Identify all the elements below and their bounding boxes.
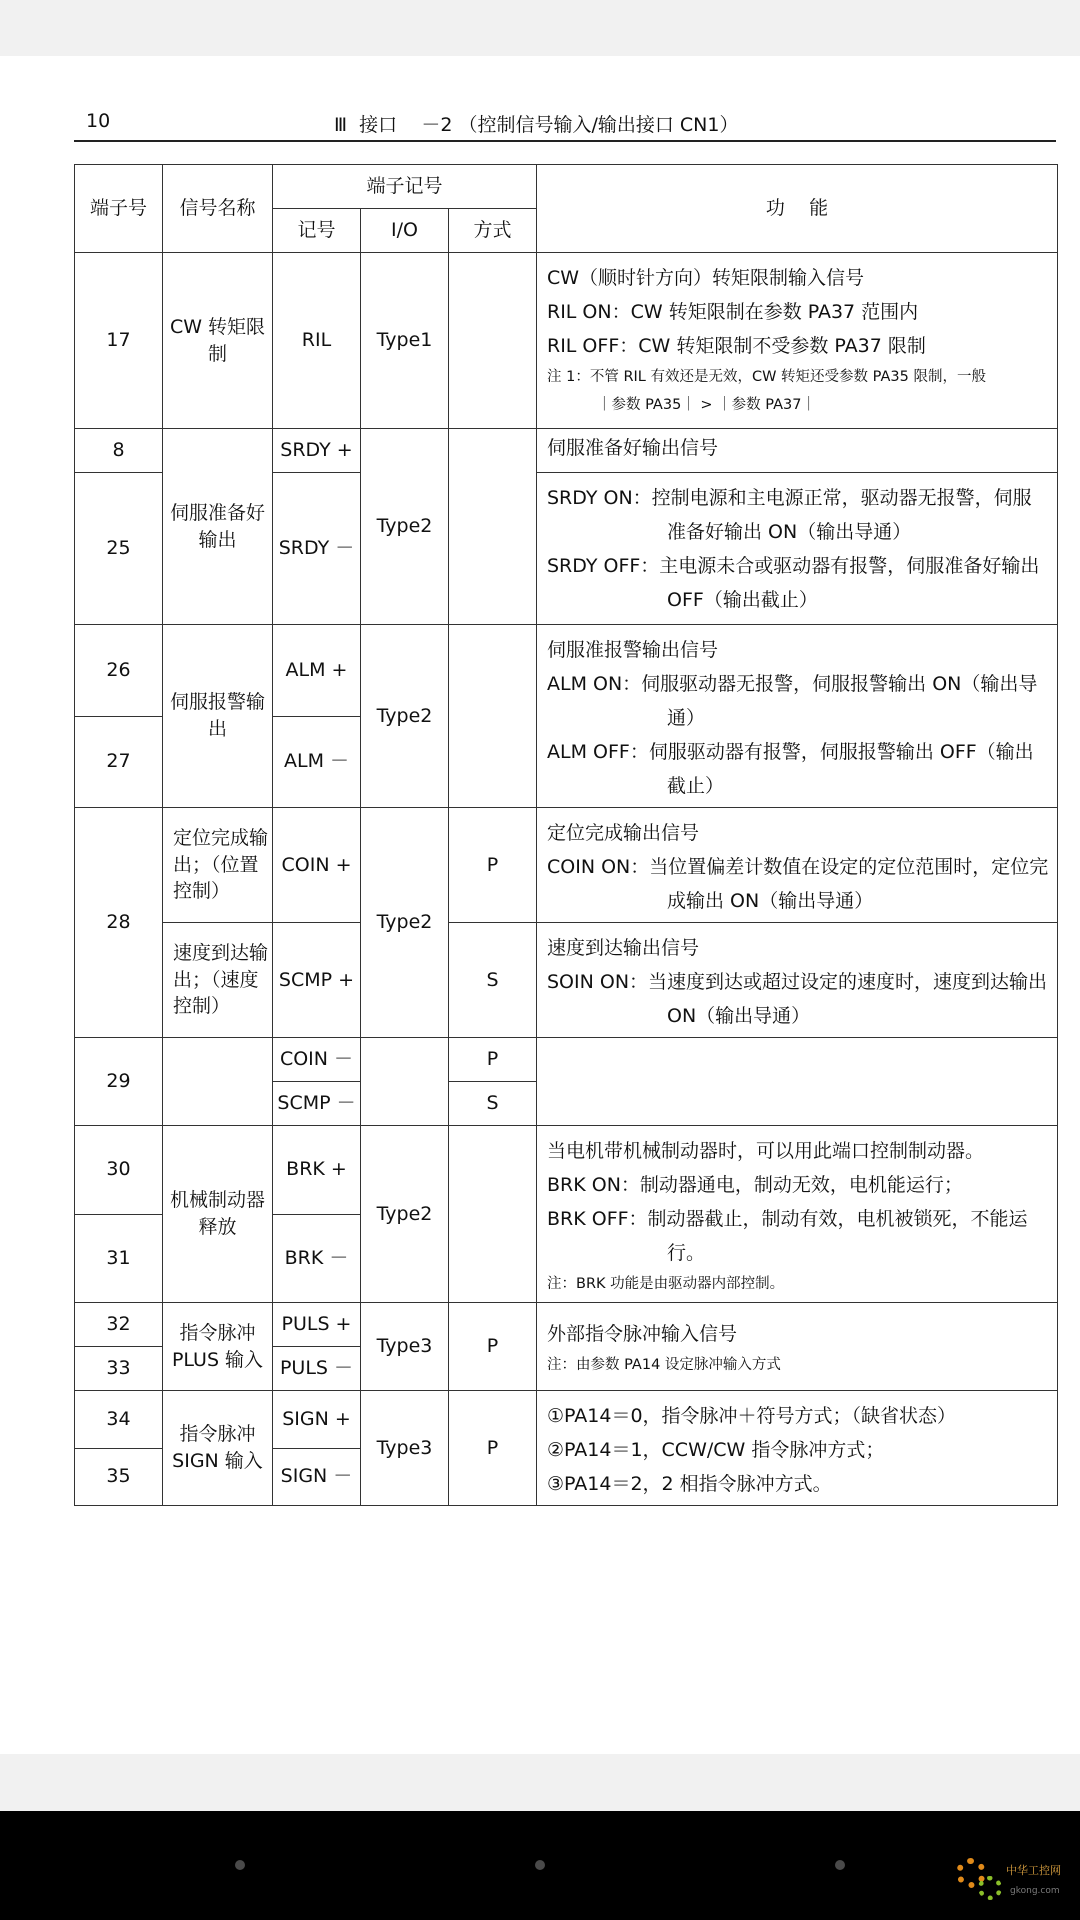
navigation-bar xyxy=(0,1811,1080,1920)
signal-name: 伺服报警输出 xyxy=(163,625,273,808)
function-cell xyxy=(537,253,1058,429)
signal-mode: P xyxy=(449,1038,537,1082)
nav-recents-button[interactable] xyxy=(835,1860,845,1870)
signal-symbol: BRK + xyxy=(273,1126,361,1215)
header-io: I/O xyxy=(361,209,449,253)
function-cell xyxy=(537,1303,1058,1391)
signal-mode: P xyxy=(449,808,537,923)
function-line: ①PA14＝0，指令脉冲＋符号方式；（缺省状态） xyxy=(547,1405,957,1427)
signal-symbol: COIN + xyxy=(273,808,361,923)
signal-name: 速度到达输出；（速度控制） xyxy=(163,923,273,1038)
signal-mode: S xyxy=(449,1082,537,1126)
signal-symbol: BRK － xyxy=(273,1214,361,1303)
table-row xyxy=(75,253,1058,429)
function-line: RIL ON：CW 转矩限制在参数 PA37 范围内 xyxy=(547,301,919,323)
function-cell xyxy=(537,1038,1058,1126)
function-line: RIL OFF：CW 转矩限制不受参数 PA37 限制 xyxy=(547,335,926,357)
function-cell xyxy=(537,473,1058,625)
terminal-no: 29 xyxy=(75,1038,163,1126)
table-row xyxy=(75,1391,1058,1449)
signal-io: Type2 xyxy=(361,429,449,625)
table-row xyxy=(75,1126,1058,1215)
function-line: ALM ON：伺服驱动器无报警，伺服报警输出 ON（输出导通） xyxy=(547,673,1038,729)
signal-name: 定位完成输出；（位置控制） xyxy=(163,808,273,923)
signal-mode xyxy=(449,429,537,625)
signal-mode: S xyxy=(449,923,537,1038)
function-line: 伺服准备好输出信号 xyxy=(547,437,719,459)
signal-io xyxy=(361,1038,449,1126)
function-cell xyxy=(537,429,1058,473)
function-line: BRK ON：制动器通电，制动无效，电机能运行； xyxy=(547,1174,963,1196)
section-title: Ⅲ 接口 －2 （控制信号输入/输出接口 CN1） xyxy=(334,114,739,136)
signal-io: Type3 xyxy=(361,1391,449,1506)
function-line: CW（顺时针方向）转矩限制输入信号 xyxy=(547,267,865,289)
terminal-no: 33 xyxy=(75,1347,163,1391)
terminal-no: 32 xyxy=(75,1303,163,1347)
function-note: 注：BRK 功能是由驱动器内部控制。 xyxy=(547,1276,785,1292)
signal-symbol: SCMP + xyxy=(273,923,361,1038)
nav-back-button[interactable] xyxy=(235,1860,245,1870)
signal-symbol: SRDY － xyxy=(273,473,361,625)
function-note: ｜参数 PA35｜ > ｜参数 PA37｜ xyxy=(597,397,816,413)
function-note: 注：由参数 PA14 设定脉冲输入方式 xyxy=(547,1357,781,1373)
header-terminal-no: 端子号 xyxy=(75,165,163,253)
gear-icon xyxy=(978,1876,1002,1900)
signal-io: Type3 xyxy=(361,1303,449,1391)
function-line: SRDY ON：控制电源和主电源正常，驱动器无报警，伺服准备好输出 ON（输出导通） xyxy=(547,487,1032,543)
terminal-no: 30 xyxy=(75,1126,163,1215)
signal-mode xyxy=(449,625,537,808)
terminal-no: 17 xyxy=(75,253,163,429)
terminal-no: 26 xyxy=(75,625,163,717)
watermark-logo xyxy=(950,1852,1070,1912)
signal-name: CW 转矩限制 xyxy=(163,253,273,429)
signal-symbol: PULS － xyxy=(273,1347,361,1391)
function-cell xyxy=(537,1391,1058,1506)
function-line: ALM OFF：伺服驱动器有报警，伺服报警输出 OFF（输出截止） xyxy=(547,741,1034,797)
terminal-no: 35 xyxy=(75,1448,163,1506)
table-row xyxy=(75,1038,1058,1082)
table-row xyxy=(75,625,1058,717)
terminal-no: 25 xyxy=(75,473,163,625)
signal-symbol: PULS + xyxy=(273,1303,361,1347)
signal-symbol: ALM + xyxy=(273,625,361,717)
header-terminal-mark: 端子记号 xyxy=(273,165,537,209)
signal-table xyxy=(74,164,1058,1506)
signal-mode xyxy=(449,253,537,429)
signal-mode xyxy=(449,1126,537,1303)
signal-symbol: ALM － xyxy=(273,716,361,808)
table-row xyxy=(75,429,1058,473)
table-row xyxy=(75,808,1058,923)
signal-mode: P xyxy=(449,1303,537,1391)
signal-symbol: SIGN － xyxy=(273,1448,361,1506)
function-line: ②PA14＝1，CCW/CW 指令脉冲方式； xyxy=(547,1439,885,1461)
table-row xyxy=(75,1303,1058,1347)
function-line: 伺服准报警输出信号 xyxy=(547,639,719,661)
function-line: SRDY OFF：主电源未合或驱动器有报警，伺服准备好输出 OFF（输出截止） xyxy=(547,555,1040,611)
function-line: 定位完成输出信号 xyxy=(547,822,700,844)
terminal-no: 28 xyxy=(75,808,163,1038)
function-line: BRK OFF：制动器截止，制动有效，电机被锁死，不能运行。 xyxy=(547,1208,1028,1264)
signal-io: Type2 xyxy=(361,1126,449,1303)
function-cell xyxy=(537,923,1058,1038)
signal-symbol: RIL xyxy=(273,253,361,429)
signal-symbol: COIN － xyxy=(273,1038,361,1082)
signal-symbol: SIGN + xyxy=(273,1391,361,1449)
terminal-no: 8 xyxy=(75,429,163,473)
header-symbol: 记号 xyxy=(273,209,361,253)
function-line: 速度到达输出信号 xyxy=(547,937,700,959)
signal-symbol: SRDY + xyxy=(273,429,361,473)
function-line: ③PA14＝2，2 相指令脉冲方式。 xyxy=(547,1473,832,1495)
signal-io: Type2 xyxy=(361,808,449,1038)
function-line: COIN ON：当位置偏差计数值在设定的定位范围时，定位完成输出 ON（输出导通） xyxy=(547,856,1049,912)
function-cell xyxy=(537,808,1058,923)
function-line: SOIN ON：当速度到达或超过设定的速度时，速度到达输出 ON（输出导通） xyxy=(547,971,1048,1027)
signal-io: Type2 xyxy=(361,625,449,808)
terminal-no: 27 xyxy=(75,716,163,808)
terminal-no: 34 xyxy=(75,1391,163,1449)
terminal-no: 31 xyxy=(75,1214,163,1303)
function-note: 注 1：不管 RIL 有效还是无效，CW 转矩还受参数 PA35 限制，一般 xyxy=(547,369,986,385)
table-row xyxy=(75,923,1058,1038)
signal-name: 伺服准备好输出 xyxy=(163,429,273,625)
signal-io: Type1 xyxy=(361,253,449,429)
signal-mode: P xyxy=(449,1391,537,1506)
page-number: 10 xyxy=(86,110,111,132)
function-cell xyxy=(537,625,1058,808)
function-line: 当电机带机械制动器时，可以用此端口控制制动器。 xyxy=(547,1140,985,1162)
nav-home-button[interactable] xyxy=(535,1860,545,1870)
signal-name: 机械制动器释放 xyxy=(163,1126,273,1303)
signal-name xyxy=(163,1038,273,1126)
signal-symbol: SCMP － xyxy=(273,1082,361,1126)
function-line: 外部指令脉冲输入信号 xyxy=(547,1323,738,1345)
header-signal-name: 信号名称 xyxy=(163,165,273,253)
watermark-url: gkong.com xyxy=(1010,1886,1060,1896)
header-mode: 方式 xyxy=(449,209,537,253)
signal-name: 指令脉冲SIGN 输入 xyxy=(163,1391,273,1506)
header-function: 功 能 xyxy=(537,165,1058,253)
function-cell xyxy=(537,1126,1058,1303)
signal-name: 指令脉冲PLUS 输入 xyxy=(163,1303,273,1391)
page-header xyxy=(74,104,1056,142)
watermark-text: 中华工控网 xyxy=(1006,1864,1061,1877)
